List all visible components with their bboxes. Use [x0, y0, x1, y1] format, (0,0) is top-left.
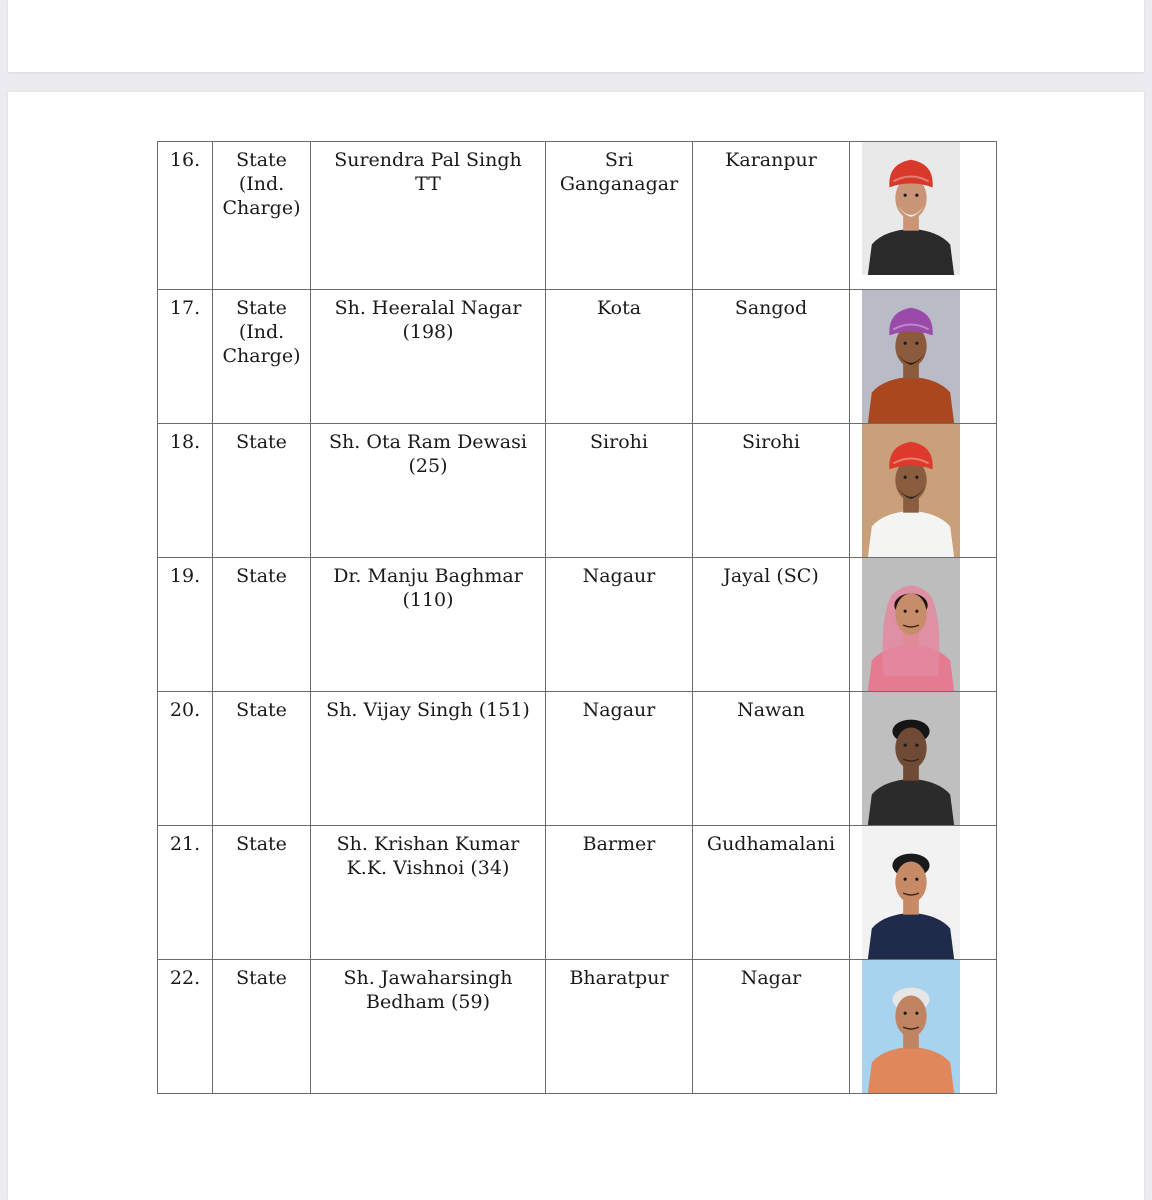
- serial-number: 20.: [158, 692, 213, 826]
- minister-name: [311, 960, 546, 1094]
- table-row: [158, 558, 997, 692]
- photo-cell: [850, 424, 997, 558]
- minister-rank-line: State: [236, 431, 287, 453]
- minister-rank: [213, 692, 311, 826]
- minister-rank: [213, 826, 311, 960]
- portrait-turban-icon: [862, 290, 960, 423]
- district: [546, 692, 693, 826]
- minister-name-line: Bedham (59): [366, 991, 490, 1013]
- minister-name-line: Sh. Vijay Singh (151): [326, 699, 530, 721]
- photo-cell: [850, 960, 997, 1094]
- photo-cell: [850, 558, 997, 692]
- minister-rank: [213, 558, 311, 692]
- minister-rank-line: State: [236, 967, 287, 989]
- portrait-man-icon: [862, 826, 960, 959]
- minister-name: [311, 558, 546, 692]
- constituency: Gudhamalani: [693, 826, 850, 960]
- portrait-man-icon: [862, 692, 960, 825]
- serial-number: 17.: [158, 290, 213, 424]
- portrait-man-icon: [862, 960, 960, 1093]
- portrait-turban-icon: [862, 142, 960, 275]
- portrait-turban-icon: [862, 424, 960, 557]
- document-page: [8, 92, 1144, 1200]
- district-line: Sirohi: [590, 431, 648, 453]
- minister-rank: [213, 142, 311, 290]
- constituency: Karanpur: [693, 142, 850, 290]
- district-line: Kota: [596, 297, 642, 319]
- minister-name: [311, 290, 546, 424]
- constituency: Sangod: [693, 290, 850, 424]
- district-line: Nagaur: [582, 565, 656, 587]
- minister-name-line: Dr. Manju Baghmar: [333, 565, 523, 587]
- table-row: [158, 290, 997, 424]
- minister-rank-line: State: [236, 833, 287, 855]
- photo-cell: [850, 692, 997, 826]
- minister-rank: [213, 290, 311, 424]
- minister-name-line: Sh. Krishan Kumar: [336, 833, 520, 855]
- table-row: [158, 424, 997, 558]
- district: [546, 290, 693, 424]
- minister-name-line: (198): [402, 321, 454, 343]
- constituency: Nawan: [693, 692, 850, 826]
- serial-number: 21.: [158, 826, 213, 960]
- district-line: Nagaur: [582, 699, 656, 721]
- minister-name: [311, 692, 546, 826]
- serial-number: 18.: [158, 424, 213, 558]
- district: [546, 960, 693, 1094]
- constituency: Jayal (SC): [693, 558, 850, 692]
- serial-number: 22.: [158, 960, 213, 1094]
- district: [546, 424, 693, 558]
- ministers-table: [157, 141, 997, 1094]
- district-line: Barmer: [582, 833, 656, 855]
- photo-cell: [850, 290, 997, 424]
- table-body: [158, 142, 997, 1094]
- minister-rank-line: State: [236, 565, 287, 587]
- minister-rank: [213, 424, 311, 558]
- district-line: Sri: [604, 149, 634, 171]
- table-row: [158, 960, 997, 1094]
- serial-number: 16.: [158, 142, 213, 290]
- serial-number: 19.: [158, 558, 213, 692]
- minister-rank-line: State: [236, 149, 287, 171]
- minister-name-line: Sh. Heeralal Nagar: [334, 297, 522, 319]
- portrait-woman-icon: [862, 558, 960, 691]
- minister-name-line: Sh. Ota Ram Dewasi: [329, 431, 527, 453]
- district-line: Ganganagar: [559, 173, 679, 195]
- table-row: [158, 826, 997, 960]
- minister-name-line: K.K. Vishnoi (34): [346, 857, 510, 879]
- minister-rank-line: (Ind.: [238, 321, 285, 343]
- minister-name-line: Surendra Pal Singh: [334, 149, 522, 171]
- minister-name: [311, 424, 546, 558]
- district: [546, 826, 693, 960]
- minister-name-line: (25): [408, 455, 448, 477]
- minister-name-line: Sh. Jawaharsingh: [343, 967, 513, 989]
- table-row: [158, 692, 997, 826]
- constituency: Sirohi: [693, 424, 850, 558]
- minister-rank-line: (Ind.: [238, 173, 285, 195]
- minister-rank-line: State: [236, 297, 287, 319]
- minister-rank-line: State: [236, 699, 287, 721]
- photo-cell: [850, 826, 997, 960]
- district: [546, 142, 693, 290]
- minister-name-line: (110): [402, 589, 454, 611]
- minister-rank: [213, 960, 311, 1094]
- minister-name: [311, 142, 546, 290]
- minister-name: [311, 826, 546, 960]
- constituency: Nagar: [693, 960, 850, 1094]
- minister-name-line: TT: [415, 173, 441, 195]
- previous-page: [8, 0, 1144, 72]
- table-row: [158, 142, 997, 290]
- photo-cell: [850, 142, 997, 290]
- minister-rank-line: Charge): [222, 345, 301, 367]
- district-line: Bharatpur: [569, 967, 669, 989]
- minister-rank-line: Charge): [222, 197, 301, 219]
- district: [546, 558, 693, 692]
